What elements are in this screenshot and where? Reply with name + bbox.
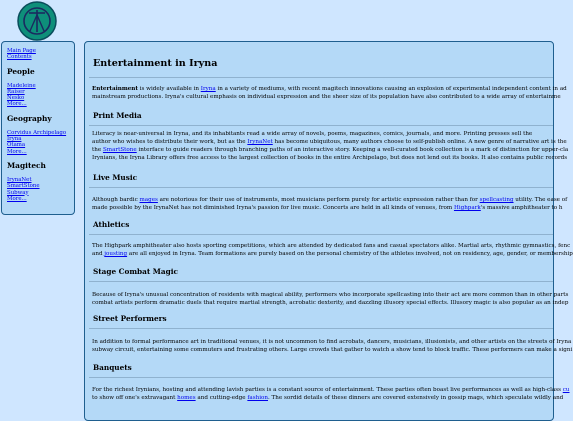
sidebar-link-madeleine[interactable]: Madeleine: [7, 82, 36, 89]
section-heading-banquets: Banquets: [93, 363, 132, 372]
stage-combat-line-2: combat artists perform dramatic duels that require martial strength, acrobatic dexterity, and dazzling illusory special effects. Illusory magic is also popular as an indep: [92, 300, 569, 306]
section-heading-stage-combat-magic: Stage Combat Magic: [93, 267, 178, 276]
section-divider: [89, 125, 553, 126]
sidebar-section-magitech-title: Magitech: [7, 160, 46, 170]
athletics-text: and: [92, 251, 105, 257]
sidebar-link-iryna[interactable]: Iryna: [7, 136, 22, 143]
banquets-text: and cutting-edge: [195, 395, 248, 401]
link-irynanet[interactable]: IrynaNet: [247, 139, 273, 145]
sidebar-link-geography-more[interactable]: More...: [7, 148, 27, 155]
intro-text: is widely available in: [137, 86, 201, 92]
link-jousting[interactable]: jousting: [104, 251, 128, 257]
sidebar-link-irynanet[interactable]: IrynaNet: [7, 176, 32, 183]
live-music-line-2: [92, 204, 563, 212]
section-heading-street-performers: Street Performers: [93, 314, 167, 323]
link-homes[interactable]: homes: [177, 395, 196, 401]
section-heading-athletics: Athletics: [93, 220, 130, 229]
music-text: are notorious for their use of instruments, most musicians perform purely for artistic expression rather than for: [157, 197, 480, 203]
print-text: author who wishes to distribute their work, but as the: [92, 139, 248, 145]
sidebar-link-otama[interactable]: Otama: [7, 142, 26, 149]
link-highpark[interactable]: Highpark: [453, 205, 481, 211]
site-logo[interactable]: [17, 1, 57, 41]
article-panel: [84, 41, 573, 421]
archipelago-emblem-icon: [17, 1, 57, 41]
link-fashion[interactable]: fashion: [247, 395, 268, 401]
print-media-line-4: Irynians, the Iryna Library offers free access to the largest collection of books in the entire Archipelago, but does not lend out its books. It also contains public records: [92, 155, 568, 161]
banquets-text: For the richest Irynians, hosting and attending lavish parties is a constant source of entertainment. These parties often boast live performances as well as high-class: [92, 387, 563, 393]
sidebar-section-people-title: People: [7, 66, 35, 76]
intro-paragraph-line-2: mainstream productions. Iryna's cultural emphasis on individual expression and the sheer size of its population have also contributed to a wide array of entertainme: [92, 94, 561, 100]
link-iryna[interactable]: Iryna: [200, 86, 216, 92]
page-title: Entertainment in Iryna: [93, 58, 218, 69]
sidebar-link-raiser[interactable]: Raiser: [7, 88, 25, 95]
music-text: Although bardic: [92, 197, 140, 203]
banquets-text: . The sordid details of these dinners are covered extensively in gossip mags, which speculate wildly and: [268, 395, 564, 401]
athletics-line-1: The Highpark amphitheater also hosts sporting competitions, which are attended by dedicated fans and casual spectators alike. Martial arts, rhythmic gymnastics, fenc: [92, 243, 571, 249]
sidebar-link-corvidus-archipelago[interactable]: Corvidus Archipelago: [7, 129, 67, 136]
print-media-line-3: [92, 146, 569, 154]
sidebar-link-main-page[interactable]: Main Page: [7, 48, 36, 54]
print-text: the: [92, 147, 103, 153]
sidebar-link-contents[interactable]: Contents: [7, 54, 32, 61]
sidebar-link-subway[interactable]: Subway: [7, 189, 29, 196]
section-divider: [89, 187, 553, 188]
print-text: interface to guide readers through branching paths of an interactive story. Keeping a well-curated book collection is a mark of distinction for upper-cla: [136, 147, 569, 153]
sidebar-link-magitech-more[interactable]: More...: [7, 195, 27, 202]
sidebar-link-smartstone[interactable]: SmartStone: [7, 183, 40, 190]
sidebar-section-geography-title: Geography: [7, 113, 52, 123]
sidebar-top-links: [7, 48, 74, 61]
banquets-text: to show off one's extravagant: [92, 395, 178, 401]
section-divider: [89, 281, 553, 282]
link-smartstone[interactable]: SmartStone: [102, 147, 137, 153]
section-divider: [89, 377, 553, 378]
title-divider: [89, 77, 553, 78]
section-heading-live-music: Live Music: [93, 173, 138, 182]
music-text: 's massive amphitheater to h: [480, 205, 563, 211]
print-text: has become ubiquitous, many authors choose to self-publish online. A new genre of narrative art is the: [272, 139, 567, 145]
street-performers-line-2: subway circuit, entertaining some commuters and frustrating others. Large crowds that gather to watch a show tend to block traffic. These performers can make a signi: [92, 347, 573, 353]
athletics-text: are all enjoyed in Iryna. Team formations are purely based on the personal chemistry of the athletes involved, not on residency, age, gender, or membership: [127, 251, 573, 257]
sidebar: [1, 41, 75, 215]
music-text: utility. The ease of: [513, 197, 568, 203]
link-cuisine[interactable]: cu: [562, 387, 570, 393]
sidebar-link-nesko[interactable]: Nesko: [7, 95, 25, 102]
intro-paragraph-line-1: [92, 85, 567, 93]
link-spellcasting[interactable]: spellcasting: [479, 197, 514, 203]
sidebar-link-people-more[interactable]: More...: [7, 101, 27, 108]
stage-combat-line-1: Because of Iryna's unusual concentration of residents with magical ability, performers who incorporate spellcasting into their act are more common than in other parts: [92, 292, 569, 298]
intro-bold-term: Entertainment: [92, 86, 138, 92]
print-media-line-2: [92, 138, 567, 146]
athletics-line-2: [92, 250, 573, 258]
music-text: made possible by the IrynaNet has not diminished Iryna's passion for live music. Concerts are held in all kinds of venues, from: [92, 205, 454, 211]
link-mages[interactable]: mages: [139, 197, 158, 203]
section-heading-print-media: Print Media: [93, 111, 142, 120]
print-media-line-1: Literacy is near-universal in Iryna, and its inhabitants read a wide array of novels, poems, magazines, comics, journals, and more. Printing presses sell the: [92, 131, 533, 137]
intro-text: in a variety of mediums, with recent magitech innovations causing an explosion of experimental independent content in ad: [215, 86, 567, 92]
banquets-line-2: [92, 394, 564, 402]
section-divider: [89, 234, 553, 235]
banquets-line-1: [92, 386, 570, 394]
section-divider: [89, 328, 553, 329]
live-music-line-1: [92, 196, 568, 204]
street-performers-line-1: In addition to formal performance art in traditional venues, it is not uncommon to find acrobats, dancers, musicians, illusionists, and other artists on the streets of Iryna: [92, 339, 572, 345]
